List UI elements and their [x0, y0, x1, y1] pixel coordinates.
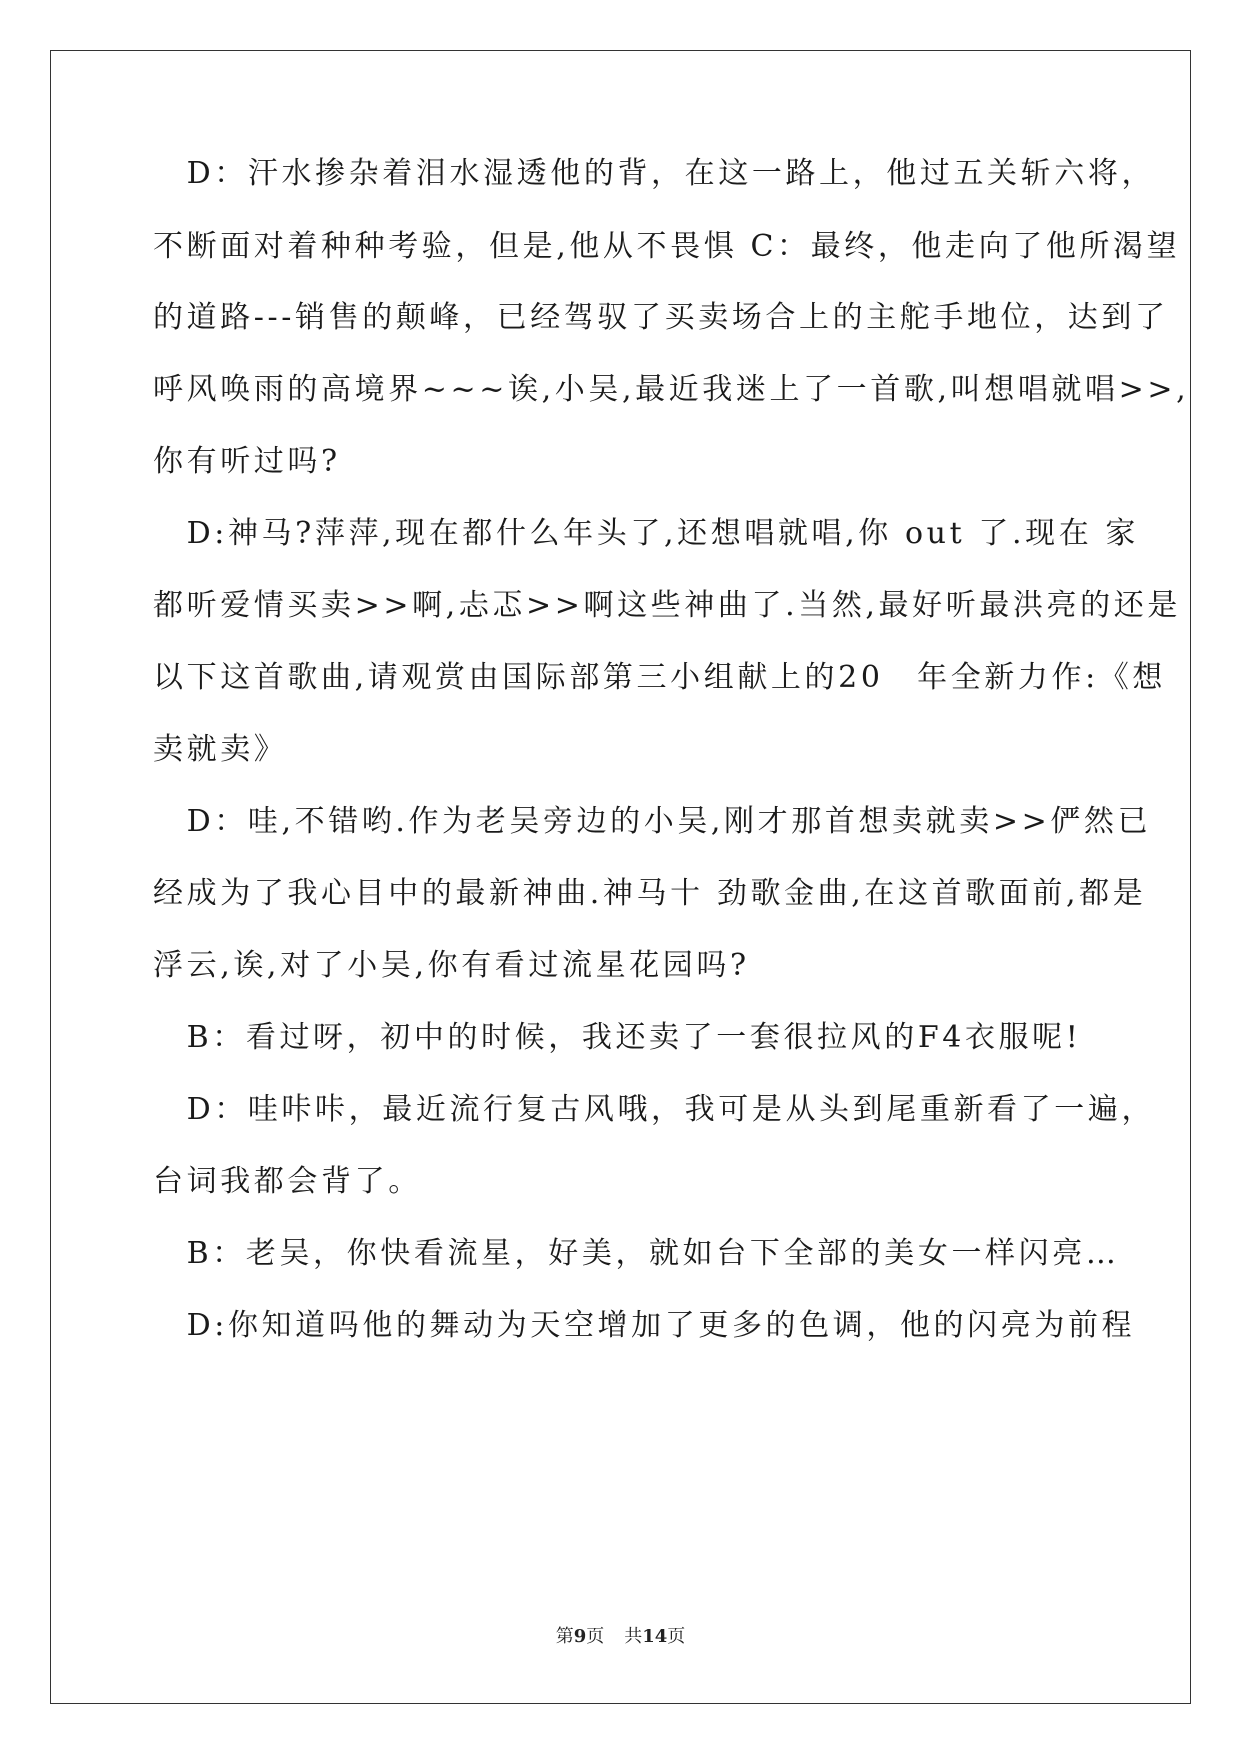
text-line: 以下这首歌曲,请观赏由国际部第三小组献上的20 年全新力作:《想	[153, 660, 1167, 695]
total-prefix: 共	[624, 1626, 643, 1647]
text-line: 都听爱情买卖>>啊,忐忑>>啊这些神曲了.当然,最好听最洪亮的还是	[153, 588, 1181, 623]
text-line: 浮云,诶,对了小吴,你有看过流星花园吗?	[153, 948, 750, 983]
text-line: D：哇咔咔，最近流行复古风哦，我可是从头到尾重新看了一遍，	[153, 1092, 1156, 1127]
page-number	[556, 1626, 605, 1648]
text-line: 你有听过吗?	[153, 444, 341, 479]
page-number-prefix: 第	[555, 1626, 574, 1647]
text-line: D:你知道吗他的舞动为天空增加了更多的色调，他的闪亮为前程	[153, 1308, 1136, 1343]
text-line: 不断面对着种种考验，但是,他从不畏惧 C：最终，他走向了他所渴望	[153, 229, 1181, 264]
text-line: 卖就卖》	[153, 732, 288, 767]
total-pages	[624, 1626, 685, 1648]
text-line: 呼风唤雨的高境界~~~诶,小吴,最近我迷上了一首歌,叫想唱就唱>>,	[153, 372, 1190, 407]
page-unit: 页	[586, 1626, 605, 1647]
text-line: D:神马?萍萍,现在都什么年头了,还想唱就唱,你 out 了.现在 家	[153, 516, 1140, 551]
current-page: 9	[573, 1626, 587, 1647]
text-line: 经成为了我心目中的最新神曲.神马十 劲歌金曲,在这首歌面前,都是	[153, 876, 1147, 911]
text-line: 的道路---销售的颠峰，已经驾驭了买卖场合上的主舵手地位，达到了	[153, 300, 1169, 335]
text-line: D：汗水掺杂着泪水湿透他的背，在这一路上，他过五关斩六将，	[153, 156, 1156, 191]
text-line: 台词我都会背了。	[153, 1164, 422, 1199]
text-line: B：看过呀，初中的时候，我还卖了一套很拉风的F4衣服呢!	[153, 1020, 1082, 1055]
text-line: B：老吴，你快看流星，好美，就如台下全部的美女一样闪亮…	[153, 1236, 1120, 1271]
text-line: D：哇,不错哟.作为老吴旁边的小吴,刚才那首想卖就卖>>俨然已	[153, 804, 1152, 839]
total-page-count: 14	[642, 1626, 668, 1647]
page-footer	[0, 1626, 1241, 1648]
total-unit: 页	[667, 1626, 686, 1647]
